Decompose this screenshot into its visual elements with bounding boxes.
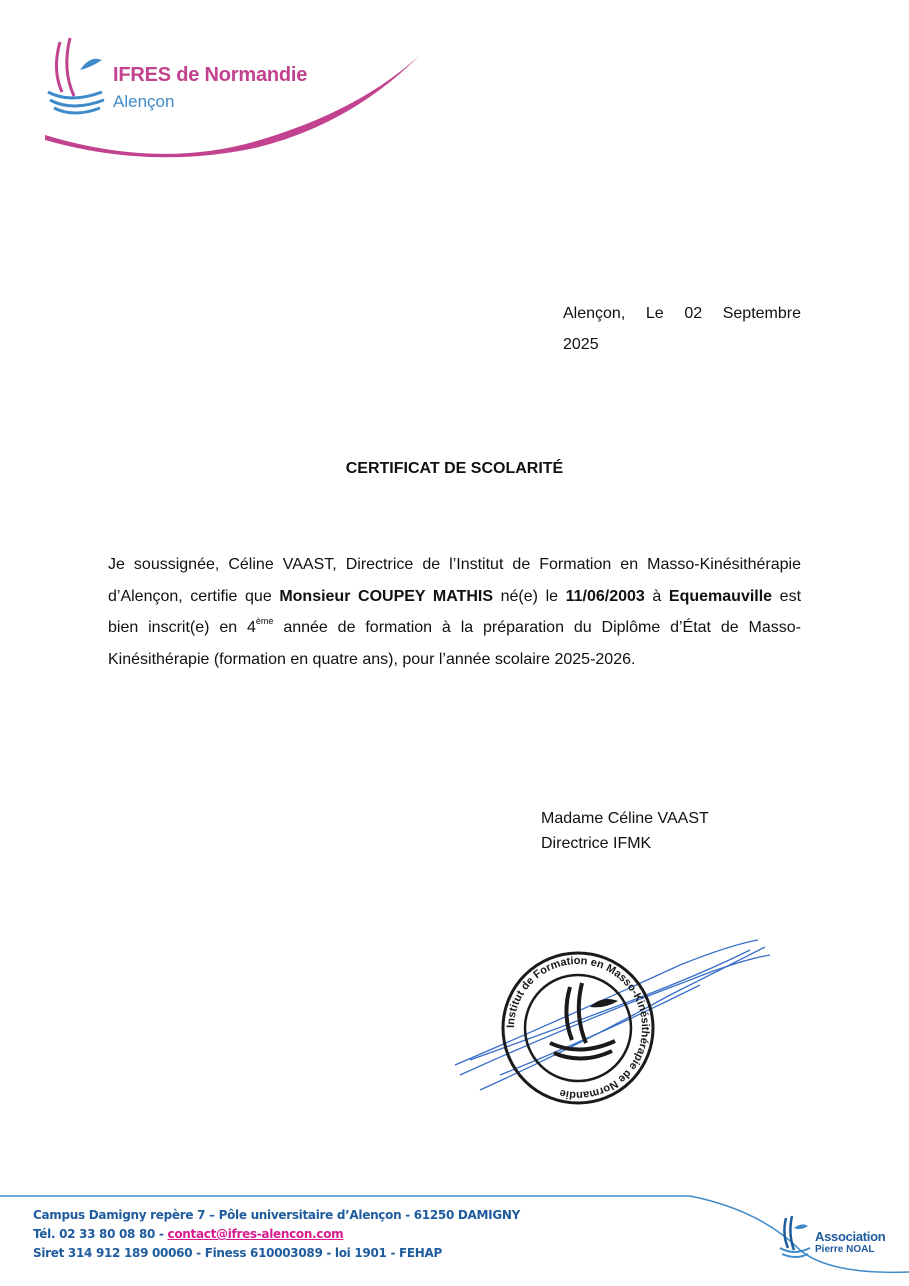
footer-line-contact: Tél. 02 33 80 08 80 - contact@ifres-alencon.com — [33, 1227, 344, 1241]
birth-date: 11/06/2003 — [565, 587, 645, 605]
footer-address — [33, 1206, 520, 1263]
signature-block — [541, 806, 709, 856]
certificate-body: Je soussignée, Céline VAAST, Directrice de l’Institut de Formation en Masso-Kinésithérapie d’Alençon, certifie que Monsieur COUPEY MATHIS né(e) le 11/06/2003 à Equemauville est bien inscrit(e) en 4ème année de formation à la préparation du Diplôme d’État de Masso-Kinésithérapie (formation en quatre ans), pour l’année scolaire 2025-2026. — [108, 556, 802, 668]
logo-subtitle: Alençon — [113, 92, 175, 111]
birth-place: Equemauville — [668, 587, 773, 605]
date-year: 2025 — [563, 336, 599, 353]
date-line: Alençon, Le 02 Septembre — [563, 305, 801, 322]
student-name: Monsieur COUPEY MATHIS — [279, 587, 494, 605]
logo-title: IFRES de Normandie — [113, 64, 308, 86]
association-subname: Pierre NOAL — [815, 1244, 875, 1255]
date-block — [563, 298, 801, 360]
signatory-name: Madame Céline VAAST — [541, 810, 709, 827]
footer-line-legal: Siret 314 912 189 00060 - Finess 610003089 - loi 1901 - FEHAP — [33, 1246, 443, 1260]
footer-line-address: Campus Damigny repère 7 – Pôle universitaire d’Alençon - 61250 DAMIGNY — [33, 1208, 521, 1222]
signatory-role: Directrice IFMK — [541, 835, 652, 852]
stamp-text: Institut de Formation en Masso-Kinésithérapie de Normandie — [504, 954, 652, 1102]
official-stamp — [440, 925, 780, 1120]
email-link[interactable]: contact@ifres-alencon.com — [167, 1227, 344, 1241]
association-name: Association — [815, 1229, 886, 1244]
svg-text:Institut de Formation en Masso — [505, 955, 651, 1101]
ifres-logo — [40, 30, 430, 160]
document-title: CERTIFICAT DE SCOLARITÉ — [345, 460, 564, 477]
